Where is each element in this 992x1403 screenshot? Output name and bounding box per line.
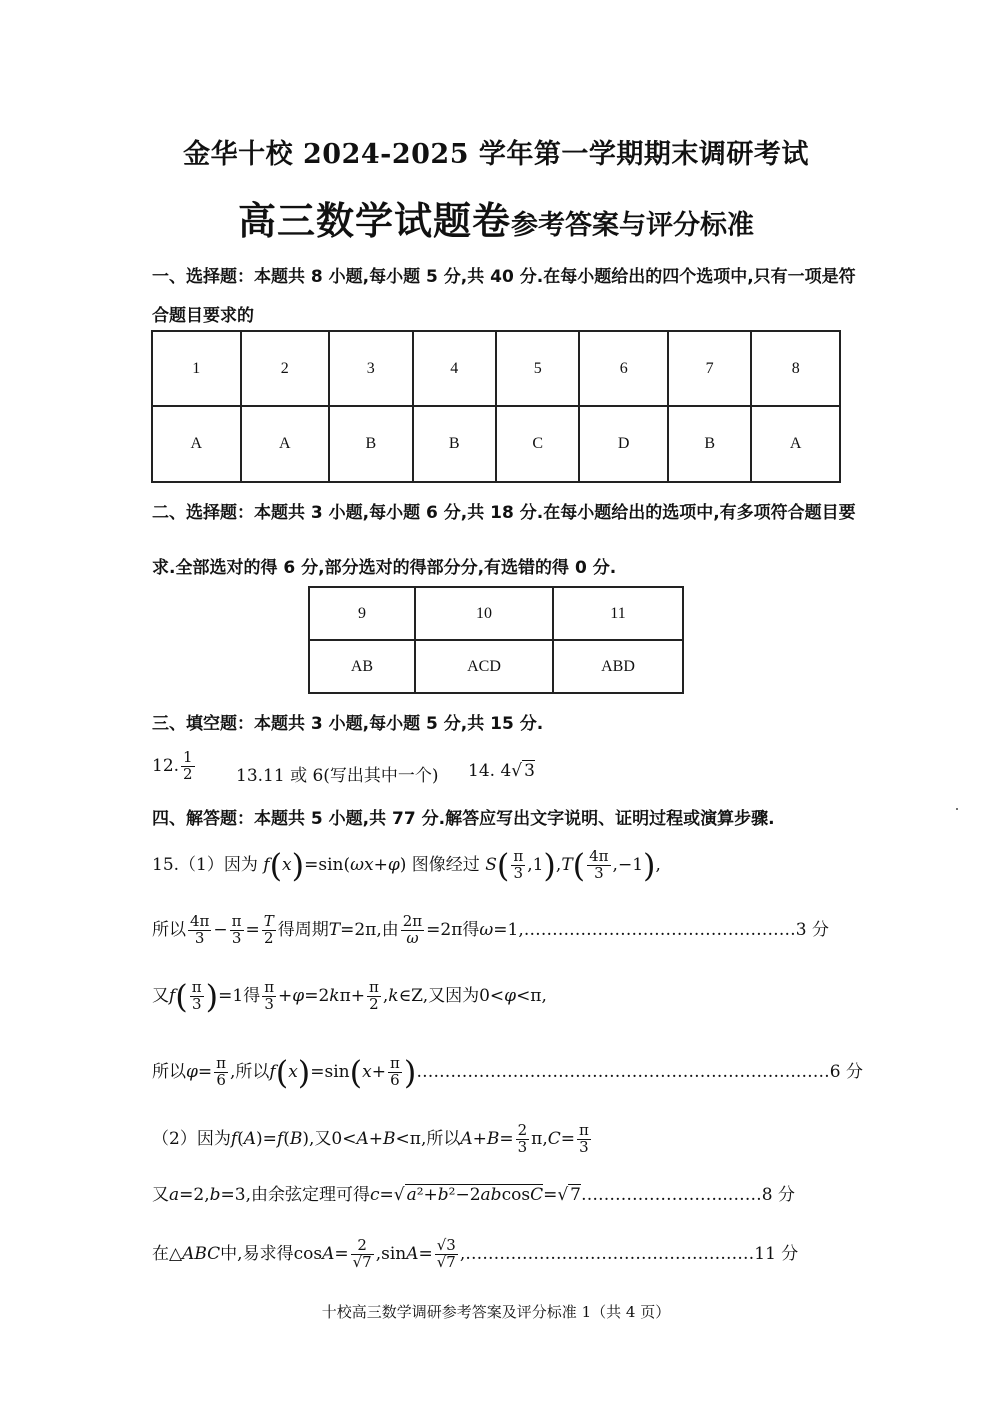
table-cell: 9 — [309, 587, 415, 640]
dot-leader: ……………………..…… — [580, 1185, 762, 1205]
math-fraction: $\frac{2}{3}$ — [517, 1121, 528, 1156]
math-paren: ) — [403, 1053, 417, 1092]
fraction-denominator: 2 — [183, 764, 193, 783]
section3-heading: 三、填空题：本题共 3 小题,每小题 5 分,共 15 分. — [152, 714, 544, 734]
score-label: 6 分 — [829, 1062, 863, 1082]
dot-leader: ………………………………………………………….…… — [416, 1062, 830, 1082]
table-cell: A — [152, 406, 241, 482]
q15-line4: 所以φ= $\frac{\pi}{6}$ ,所以f(x)=sin(x+ $\frac{\pi}{6}$ )………………………………………………………….……6 分 — [152, 1053, 863, 1092]
math-fraction: $\frac{\pi}{3}$ — [191, 978, 202, 1013]
table-cell: 3 — [329, 331, 412, 406]
math-fraction: $\frac{2}{√7}$ — [352, 1236, 372, 1271]
math-fraction: $\frac{√3}{√7}$ — [436, 1236, 456, 1271]
table-row — [152, 406, 840, 482]
section1-heading-line1: 一、选择题：本题共 8 小题,每小题 5 分,共 40 分.在每小题给出的四个选项中,只有一项是符 — [152, 267, 856, 287]
math-fraction: $\frac{\pi}{3}$ — [579, 1121, 589, 1156]
exam-title: 金华十校 2024-2025 学年第一学期期末调研考试 — [183, 139, 809, 170]
text-run: 又 — [152, 1185, 169, 1205]
text-run: ,由余弦定理可得 — [245, 1185, 370, 1205]
section2-answer-table — [308, 586, 684, 694]
table-row — [309, 587, 683, 640]
text-run: ,所以 — [230, 1062, 270, 1082]
math-var: T — [561, 855, 573, 875]
math-fraction: $\frac{\pi}{6}$ — [389, 1054, 400, 1089]
table-cell: B — [413, 406, 496, 482]
math-paren: ) — [205, 977, 219, 1016]
text-run: 所以 — [152, 1062, 186, 1082]
q15-line3: 又f( $\frac{\pi}{3}$ )=1得 $\frac{\pi}{3}$ +φ=2kπ+ $\frac{\pi}{2}$ ,k∈Z,又因为0<φ<π, — [152, 977, 547, 1016]
table-cell: 10 — [415, 587, 553, 640]
text-run: ,由 — [376, 920, 399, 940]
math-fraction: $\frac{4\pi}{3}$ — [589, 847, 609, 882]
math-fraction: $\frac{4\pi}{3}$ — [190, 912, 210, 947]
score-label: 8 分 — [761, 1185, 796, 1205]
q15-line7: 在△ABC中,易求得cosA= $\frac{2}{√7}$ ,sinA= $\frac{√3}{√7}$ ,……………………………………………11 分 — [152, 1236, 799, 1271]
math-fx: f — [269, 1062, 276, 1082]
math-fraction: $\frac{\pi}{2}$ — [369, 978, 379, 1013]
math-fraction: $\frac{2\pi}{\omega}$ — [402, 912, 423, 947]
section4-heading: 四、解答题：本题共 5 小题,共 77 分.解答应写出文字说明、证明过程或演算步骤. — [152, 809, 775, 829]
text-run: 在△ — [152, 1244, 183, 1264]
section2-heading-line1: 二、选择题：本题共 3 小题,每小题 6 分,共 18 分.在每小题给出的选项中,有多项符合题目要 — [152, 503, 856, 523]
table-row — [152, 331, 840, 406]
math-paren: ) — [643, 846, 656, 885]
text-run: 所以 — [152, 920, 186, 940]
table-cell: A — [751, 406, 840, 482]
table-cell: B — [329, 406, 412, 482]
table-cell: 7 — [668, 331, 751, 406]
table-cell: D — [579, 406, 668, 482]
math-fraction: $\frac{\pi}{3}$ — [231, 912, 242, 947]
table-cell: 1 — [152, 331, 241, 406]
fraction-numerator: 1 — [183, 748, 193, 766]
text-run: （2）因为 — [152, 1129, 231, 1149]
math-var: T — [328, 920, 341, 940]
text-run: 得 — [462, 920, 480, 940]
table-cell: 11 — [553, 587, 683, 640]
math-var: ωx — [350, 855, 374, 875]
answer-12-label: 12. — [152, 755, 180, 776]
q15-line6: 又a=2,b=3,由余弦定理可得c=√ a²+b²−2abcosC=√ 7……………………..……8 分 — [152, 1185, 796, 1205]
math-fx: f — [263, 855, 270, 875]
answer-12-fraction — [181, 750, 195, 783]
math-paren: ( — [496, 846, 510, 885]
scan-speck — [956, 808, 958, 810]
math-paren: ) — [543, 846, 556, 885]
answer-14 — [468, 761, 535, 781]
math-paren: ( — [349, 1053, 363, 1092]
table-cell: ABD — [553, 640, 683, 693]
text-run: 15.（1）因为 — [152, 855, 258, 875]
math-paren: ) — [297, 1053, 311, 1092]
section2-heading-line2: 求.全部选对的得 6 分,部分选对的得部分分,有选错的得 0 分. — [152, 558, 617, 578]
math-fraction: $\frac{T}{2}$ — [263, 912, 274, 947]
q15-line2: 所以 $\frac{4\pi}{3}$ − $\frac{\pi}{3}$ = $\frac{T}{2}$ 得周期T=2π,由 $\frac{2\pi}{\omega}$ =2π得ω=1,…………………………………………3 分 — [152, 912, 829, 947]
section1-heading-line2: 合题目要求的 — [152, 306, 254, 326]
math-fx: f — [169, 986, 176, 1006]
math-var: x — [282, 855, 292, 875]
math-paren: ( — [175, 977, 188, 1016]
table-cell: A — [241, 406, 330, 482]
q15-line1: 15.（1）因为 f(x)=sin(ωx+φ) 图像经过 S( $\frac{\pi}{3}$ ,1),T( $\frac{4\pi}{3}$ ,−1), — [152, 846, 661, 885]
table-row — [309, 640, 683, 693]
sqrt-radicand: 3 — [524, 761, 535, 781]
math-paren: ( — [275, 1053, 289, 1092]
table-cell: 6 — [579, 331, 668, 406]
math-var: ω — [479, 920, 494, 940]
text-run: 又 — [152, 986, 169, 1006]
math-var: φ — [387, 855, 400, 875]
answer-12 — [152, 750, 197, 783]
q15-line5: （2）因为f(A)=f(B),又0<A+B<π,所以A+B= $\frac{2}{3}$ π,C= $\frac{\pi}{3}$ — [152, 1121, 589, 1156]
table-cell: ACD — [415, 640, 553, 693]
page-footer: 十校高三数学调研参考答案及评分标准 1（共 4 页） — [321, 1303, 671, 1321]
answer-14-label: 14. 4 — [468, 761, 512, 781]
score-label: 11 分 — [754, 1244, 799, 1264]
text-run: ,又 — [309, 1129, 332, 1149]
math-paren: ( — [269, 846, 283, 885]
math-fraction: $\frac{\pi}{3}$ — [513, 847, 524, 882]
text-run: 图像经过 — [411, 855, 480, 875]
math-fraction: $\frac{\pi}{6}$ — [216, 1054, 227, 1089]
table-cell: 4 — [413, 331, 496, 406]
math-paren: ) — [291, 846, 305, 885]
text-run: ,所以 — [420, 1129, 461, 1149]
dot-leader: ………………………………………… — [523, 920, 796, 940]
math-var: S — [485, 855, 497, 875]
text-run: 得 — [243, 986, 261, 1006]
text-run: 中,易求得 — [220, 1244, 294, 1264]
document-title — [0, 190, 992, 245]
table-cell: B — [668, 406, 751, 482]
sqrt-sign: √ — [511, 761, 523, 781]
answer-13: 13.11 或 6(写出其中一个) — [236, 766, 439, 786]
table-cell: 8 — [751, 331, 840, 406]
math-paren: ( — [572, 846, 586, 885]
table-cell: 5 — [496, 331, 579, 406]
table-cell: C — [496, 406, 579, 482]
table-cell: 2 — [241, 331, 330, 406]
dot-leader: ,…………………………………………… — [459, 1244, 755, 1264]
score-label: 3 分 — [795, 920, 829, 940]
math-fraction: $\frac{\pi}{3}$ — [264, 978, 275, 1013]
document-title-main: 高三数学试题卷 — [237, 198, 511, 243]
text-run: ,又因为 — [422, 986, 480, 1006]
document-title-sub: 参考答案与评分标准 — [511, 210, 754, 241]
table-cell: AB — [309, 640, 415, 693]
section1-answer-table — [151, 330, 841, 483]
text-run: 得周期 — [277, 920, 329, 940]
